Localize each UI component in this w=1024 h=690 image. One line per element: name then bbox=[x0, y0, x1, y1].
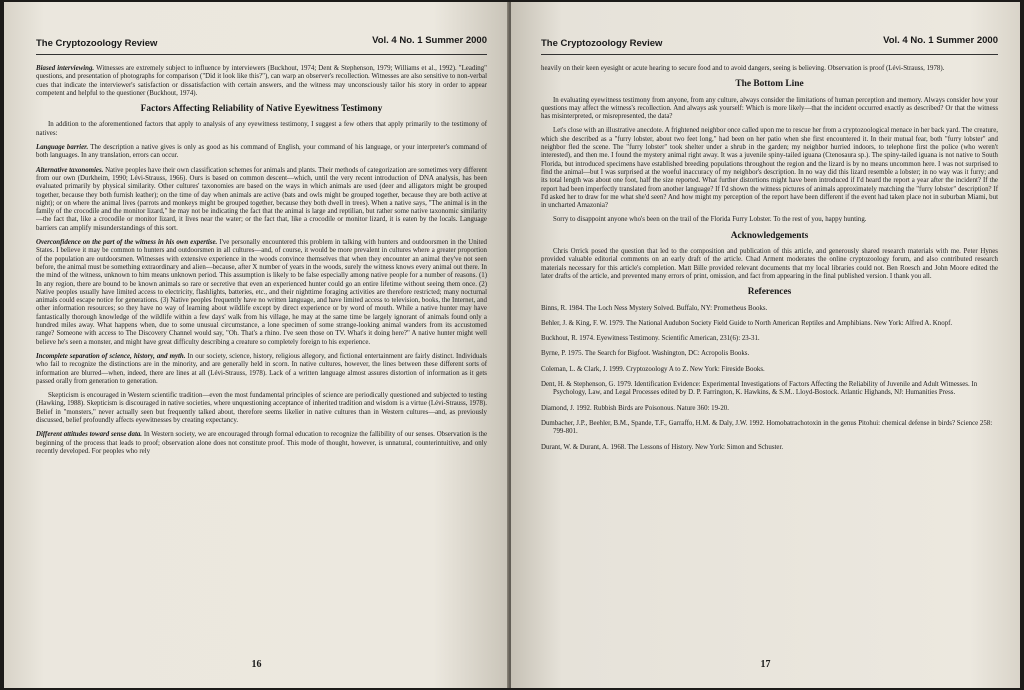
paragraph-lead: Alternative taxonomies. bbox=[36, 166, 104, 174]
paragraph-lead: Different attitudes toward sense data. bbox=[36, 431, 143, 439]
reference-item: Dumbacher, J.P., Beehler, B.M., Spande, T.F., Garraffo, H.M. & Daly, J.W. 1992. Homobatrachotoxin in the genus Pitohui: chemical defense in birds? Science 258: 799-801. bbox=[541, 419, 993, 436]
paragraph: In addition to the aforementioned factors that apply to analysis of any eyewitness testimony, I suggest a few others that apply primarily to the testimony of natives: bbox=[36, 121, 487, 137]
paragraph bbox=[36, 144, 487, 161]
section-heading: Acknowledgements bbox=[730, 230, 809, 241]
right-page bbox=[511, 2, 1020, 688]
paragraph: Let's close with an illustrative anecdote. A frightened neighbor once called upon me to rescue her from a cryptozoological menace in her back yard. The creature, which she described as a "furry lobster, about two feet long," had been on her patio when she first encountered it. In their mutual fear, both "furry lobster" and neighbor fled the scene. The "furry lobster" took shelter under a shrub in the garden; my neighbor hurried indoors, to telephone first the police (who weren't interested), and then me. I found the mystery animal right away. It was a juvenile spiny-tailed iguana (Ctenosaura sp.). The spiny-tailed iguana is not native to South Florida, but introduced specimens have established breeding populations throughout the region and the lizard is by no means uncommon here. I was not surprised to find the animal—but I was surprised at the woeful inaccuracy of my neighbor's description. In no way did this lizard resemble a lobster; in no way was it furry; and its total length was about one foot, half the size reported. What further distortions might have been introduced if I'd heard the report a year after the incident? If the report had been imperfectly translated from another language? If I'd shown the witness pictures of animals approximately matching the "furry lobster" description? If I'd asked her to draw for me what she'd seen? And how might my perception of the report have been different if the event had taken place not in suburban Miami, but in uncharted Amazonia? bbox=[541, 127, 998, 210]
reference-item: Binns, R. 1984. The Loch Ness Mystery Solved. Buffalo, NY: Prometheus Books. bbox=[541, 304, 768, 312]
paragraph-text: Witnesses are extremely subject to influence by interviewers (Buckhout, 1974; Dent & Stephenson, 1979; Williams et al., 1992). "Leading" questions, and presentation of photographs for comparison ("Did it look like this?"), can warp an observer's recollection. Witnesses are also sensitive to non-verbal cues that indicate the interviewer's satisfaction or dissatisfaction with certain answers, and the witness may unconsciously tailor his story in order to appear competent and helpful to the questioner (Buckhout, 1974). bbox=[36, 65, 487, 97]
right-body bbox=[541, 65, 998, 452]
paragraph-text: I've personally encountered this problem in talking with hunters and outdoorsmen in the United States. I believe it may be common to hunters and outdoorsmen in all cultures—and, of course, it would be more prevalent in cultures where a greater proportion of the population are outdoorsmen. Witnesses with extensive experience in the woods convince themselves that when they encounter an animal they've not seen before, the animal must be something extraordinary and alien—because, after X number of years in the woods, surely the witness knows every animal out there. In the mind of the witness, unknown to him means unknown period. This assumption is likely to be false especially among native people for a number of reasons. (1) In any region, there are bound to be known animals so rare or secretive that even an experienced hunter could go an entire lifetime without seeing them once. (2) Native peoples usually have limited access to electricity, flashlights, batteries, etc., and their nighttime foraging activities are therefore restricted; many nocturnal animals could escape notice for generations. (3) Native peoples frequently have no written language, and have limited access to television, books, the Internet, and other information resources; so they have no way of learning about wildlife except by direct experience or by word of mouth. While a native hunter may have fantastically thorough knowledge of the wildlife within a few days' walk from his village, he may at the same time be largely ignorant of animals found only a hundred miles away. What happens when, due to some unusual circumstance, a lone specimen of some strange-looking animal wanders from its accustomed range? Someone with access to The Discovery Channel would say, "Oh. That's a rhino. I've seen those on TV. What's it doing here?" A native hunter might well believe he's seen a monster, and might have great difficulty describing a creature so completely foreign to his experience. bbox=[36, 239, 487, 346]
paragraph bbox=[36, 65, 487, 98]
magazine-spread bbox=[4, 2, 1020, 688]
issue-label: Vol. 4 No. 1 Summer 2000 bbox=[372, 35, 487, 46]
reference-list bbox=[541, 305, 998, 452]
paragraph-text: In Western society, we are encouraged through formal education to recognize the fallibility of our senses. Observation is the beginning of the process that leads to proof; observation alone does not constitute proof. This mode of thought, however, is unnatural, counterintuitive, and only recently developed. For peoples who rely bbox=[36, 431, 487, 455]
paragraph-lead: Incomplete separation of science, history, and myth. bbox=[36, 352, 186, 360]
paragraph: In evaluating eyewitness testimony from anyone, from any culture, always consider the limitations of human perception and memory. Always consider how your questions may affect the witness's recollection. And always ask yourself: Which is more likely—that the incident occurred exactly as described? Or that the witness has misinterpreted, or misrepresented, the data? bbox=[541, 96, 998, 121]
page-header bbox=[36, 20, 487, 55]
paragraph-text: The description a native gives is only as good as his command of English, your command of his language, or your interpreter's command of both languages. In any translation, errors can occur. bbox=[36, 144, 488, 160]
section-heading: The Bottom Line bbox=[735, 79, 804, 90]
paragraph bbox=[36, 167, 487, 233]
left-body bbox=[36, 65, 487, 456]
left-page bbox=[4, 2, 509, 688]
paragraph: Chris Orrick posed the question that led to the composition and publication of this article, and generously shared research materials with me. Peter Hynes provided valuable editorial comments on an early draft of the article. Chad Arment moderates the online cryptozoology forum, and also contributed research materials necessary for this article's completion. Matt Bille provided relevant documents that my local libraries could not. Ben Roesch and John Moore edited the later drafts of the article, and prevented many errors of print, omission, and fact from appearing in the final published version. I thank you all. bbox=[541, 248, 998, 280]
journal-title: The Cryptozoology Review bbox=[36, 38, 158, 49]
paragraph: heavily on their keen eyesight or acute hearing to secure food and to avoid dangers, seeing is believing. Observation is proof (Lévi-Strauss, 1978). bbox=[541, 65, 945, 72]
page-header bbox=[541, 20, 998, 55]
paragraph bbox=[36, 353, 487, 386]
paragraph-lead: Language barrier. bbox=[36, 144, 89, 152]
page-number: 16 bbox=[251, 659, 262, 670]
issue-label: Vol. 4 No. 1 Summer 2000 bbox=[883, 35, 998, 46]
paragraph-lead: Biased interviewing. bbox=[36, 65, 95, 72]
page-number: 17 bbox=[760, 659, 771, 670]
reference-item: Coleman, L. & Clark, J. 1999. Cryptozoology A to Z. New York: Fireside Books. bbox=[541, 365, 765, 373]
reference-item: Behler, J. & King, F. W. 1979. The National Audubon Society Field Guide to North American Reptiles and Amphibians. New York: Alfred A. Knopf. bbox=[541, 319, 953, 327]
section-heading: References bbox=[747, 287, 792, 298]
paragraph: Sorry to disappoint anyone who's been on the trail of the Florida Furry Lobster. To the rest of you, happy hunting. bbox=[553, 216, 867, 224]
paragraph-lead: Overconfidence on the part of the witness in his own expertise. bbox=[36, 239, 218, 247]
reference-item: Durant, W. & Durant, A. 1968. The Lessons of History. New York: Simon and Schuster. bbox=[541, 443, 784, 451]
paragraph-text: In our society, science, history, religious allegory, and fictional entertainment are fairly distinct. Individuals who fail to recognize the distinctions are in the minority, and are generally held in scorn. In native cultures, however, the lines between these different sorts of information are blurred—when, indeed, there are lines at all (Lévi-Strauss, 1978). Lack of a written language almost assures distortion of information as it gets passed orally from generation to generation. bbox=[36, 352, 487, 385]
section-heading: Factors Affecting Reliability of Native Eyewitness Testimony bbox=[140, 104, 383, 115]
paragraph-text: Native peoples have their own classification schemes for animals and plants. Their methods of categorization are sometimes very different from our own (Durkheim, 1990; Lévi-Strauss, 1966). Ours is based on common descent—which, until the very recent introduction of DNA analysis, has been evaluated primarily by physical similarity. Other cultures' taxonomies are based on the ways in which animals are used (deer and alligators might be grouped together, because they both furnish leather); on the time of day when animals are active (bats and owls might be grouped together, because they are both active at night); or on where the animal lives (parrots and monkeys might be grouped together, because they both dwell in trees). When a native says, "The animal is in the family of the crocodile and the monitor lizard," he may not be indicating the fact that the animal is large and reptilian, but rather some native taxonomic similarity—the fact that, like a crocodile or monitor lizard, it lives near the water; or the fact that, like a crocodile or monitor lizard, it is eaten by the locals. Language barriers can amplify misunderstandings of this sort. bbox=[36, 166, 487, 232]
paragraph bbox=[36, 431, 487, 456]
paragraph: Skepticism is encouraged in Western scientific tradition—even the most fundamental principles of science are periodically questioned and subjected to testing (Hawking, 1988). Skepticism is discouraged in native societies, where unquestioning acceptance of inherited tradition and wisdom is a virtue (Lévi-Strauss, 1978). Belief in "monsters," never actually seen but frequently talked about, therefore seems likelier in native cultures than in Western cultures—and, as previously discussed, belief profoundly affects eyewitnesses by creating expectancy. bbox=[36, 392, 487, 424]
reference-item: Diamond, J. 1992. Rubbish Birds are Poisonous. Nature 360: 19-20. bbox=[541, 404, 729, 412]
journal-title: The Cryptozoology Review bbox=[541, 38, 663, 49]
reference-item: Dent, H. & Stephenson, G. 1979. Identification Evidence: Experimental Investigations of Factors Affecting the Reliability of Juvenile and Adult Witnesses. In Psychology, Law, and Legal Processes edited by D. P. Farrington, K. Hawkins, & S.M.. Lloyd-Bostock. Atlantic Highands, NJ: Humanities Press. bbox=[541, 381, 978, 397]
paragraph bbox=[36, 239, 487, 347]
reference-item: Byrne, P. 1975. The Search for Bigfoot. Washington, DC: Acropolis Books. bbox=[541, 350, 750, 358]
reference-item: Buckhout, R. 1974. Eyewitness Testimony. Scientific American, 231(6): 23-31. bbox=[541, 335, 760, 343]
